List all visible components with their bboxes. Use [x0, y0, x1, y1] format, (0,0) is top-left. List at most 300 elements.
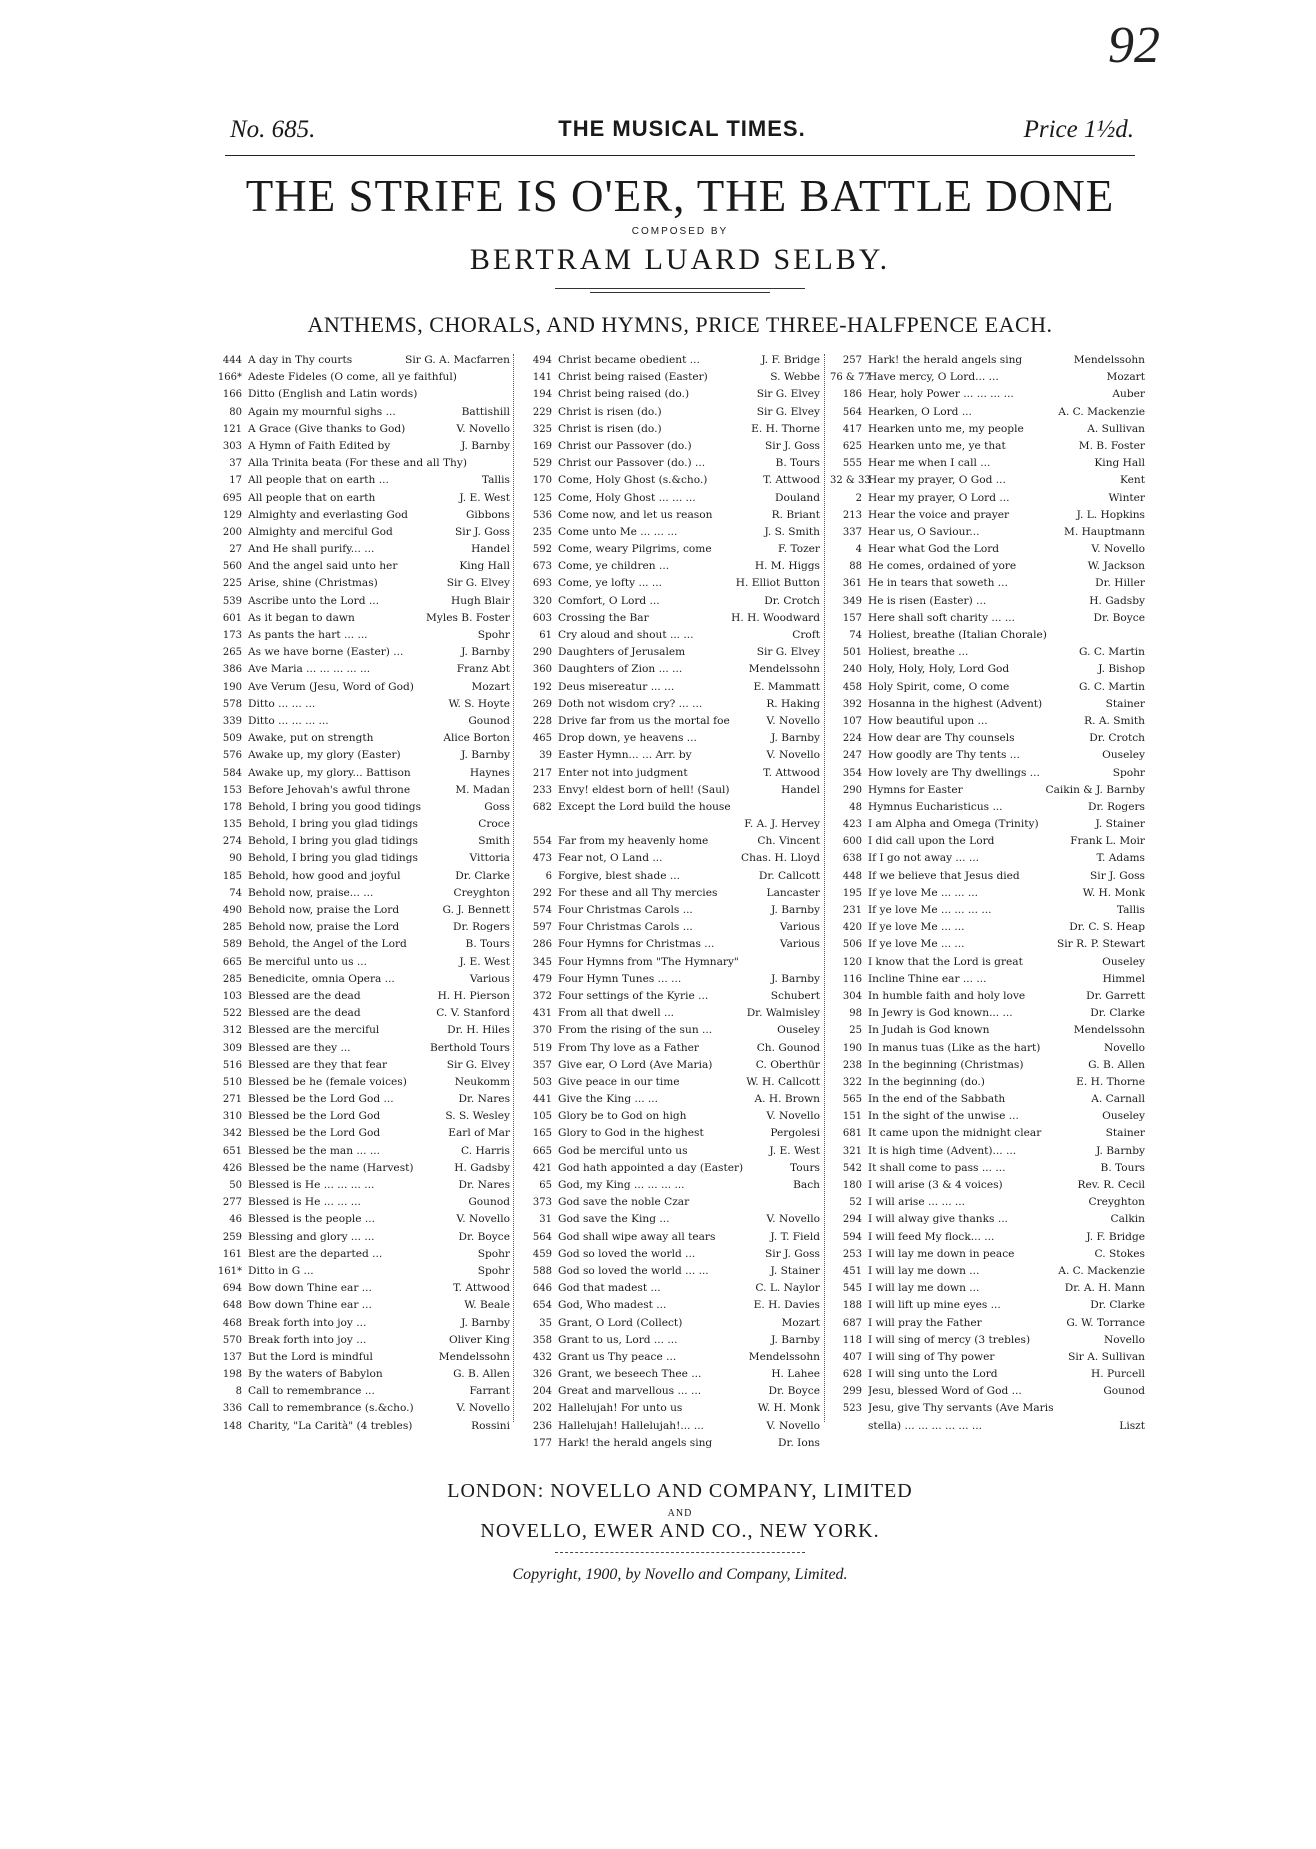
- masthead: [230, 116, 1134, 156]
- entry-number: 421: [532, 1162, 552, 1174]
- entry-number: 292: [532, 887, 552, 899]
- entry-composer: Sir J. Goss: [1090, 869, 1145, 882]
- entry-composer: J. E. West: [769, 1144, 820, 1157]
- entry-number: 198: [222, 1369, 242, 1381]
- entry-composer: A. H. Brown: [754, 1093, 820, 1106]
- entry-title: Awake up, my glory (Easter): [248, 749, 401, 762]
- entry-number: 25: [849, 1025, 862, 1037]
- entry-composer: Ch. Vincent: [757, 835, 820, 848]
- catalogue-entry: [830, 610, 1145, 627]
- entry-composer: Myles B. Foster: [426, 611, 510, 624]
- catalogue-entry: [520, 799, 820, 816]
- entry-composer: Dr. Garrett: [1086, 989, 1145, 1002]
- entry-number: 361: [842, 578, 862, 590]
- entry-composer: E. Mammatt: [753, 680, 820, 693]
- piece-title: THE STRIFE IS O'ER, THE BATTLE DONE: [245, 171, 1115, 221]
- entry-title: Easter Hymn... ... Arr. by: [558, 749, 692, 762]
- entry-title: Far from my heavenly home: [558, 835, 709, 848]
- catalogue-entry: [210, 472, 510, 489]
- entry-composer: E. H. Thorne: [751, 422, 820, 435]
- entry-composer: Himmel: [1102, 972, 1145, 985]
- entry-composer: G. C. Martin: [1079, 646, 1145, 659]
- entry-composer: Ouseley: [1102, 955, 1145, 968]
- catalogue-entry: [830, 421, 1145, 438]
- entry-number: 600: [842, 836, 862, 848]
- entry-number: 597: [532, 922, 552, 934]
- entry-number: 173: [222, 630, 242, 641]
- entry-composer: Tallis: [481, 474, 510, 487]
- entry-title: How lovely are Thy dwellings ...: [868, 766, 1040, 779]
- catalogue-entry: [520, 507, 820, 524]
- catalogue-entry: [520, 541, 820, 558]
- entry-number: 589: [222, 939, 242, 951]
- entry-number: 224: [842, 733, 862, 745]
- entry-composer: Smith: [478, 835, 510, 848]
- entry-title: Be merciful unto us ...: [248, 955, 367, 968]
- entry-title: I will alway give thanks ...: [868, 1213, 1008, 1226]
- page-number: 92: [1108, 17, 1160, 74]
- catalogue-entry: [210, 1108, 510, 1125]
- entry-number: 48: [849, 801, 862, 813]
- catalogue-entry: [520, 696, 820, 713]
- entry-composer: M. Hauptmann: [1063, 525, 1145, 538]
- entry-title: Hearken, O Lord ...: [868, 405, 972, 418]
- entry-number: 277: [222, 1197, 242, 1209]
- entry-title: Incline Thine ear ... ...: [868, 972, 987, 985]
- catalogue-entry: [830, 1383, 1145, 1400]
- entry-composer: Liszt: [1119, 1419, 1145, 1432]
- entry-title: Holiest, breathe ...: [868, 646, 969, 659]
- catalogue-entry: [520, 713, 820, 730]
- entry-title: In manus tuas (Like as the hart): [868, 1041, 1041, 1054]
- catalogue-entry: [520, 575, 820, 592]
- catalogue-entry: [830, 1074, 1145, 1091]
- entry-number: 665: [532, 1145, 552, 1157]
- entry-composer: Oliver King: [448, 1333, 510, 1346]
- catalogue-entry: [210, 610, 510, 627]
- entry-composer: C. Stokes: [1094, 1247, 1145, 1260]
- catalogue-entry: [830, 386, 1145, 403]
- catalogue-entry: [520, 1315, 820, 1332]
- entry-composer: C. Oberthür: [755, 1058, 820, 1071]
- entry-number: 673: [532, 561, 552, 573]
- entry-composer: A. C. Mackenzie: [1058, 1264, 1145, 1277]
- entry-title: As pants the hart ... ...: [248, 629, 368, 641]
- catalogue-entry: [520, 1246, 820, 1263]
- catalogue-entry: [210, 988, 510, 1005]
- entry-title: I will sing of Thy power: [868, 1350, 995, 1363]
- entry-composer: J. Bishop: [1098, 663, 1145, 676]
- entry-title: Again my mournful sighs ...: [248, 405, 396, 418]
- entry-composer: F. A. J. Hervey: [744, 818, 820, 831]
- ornament-rule: [590, 292, 770, 293]
- entry-composer: King Hall: [1094, 457, 1145, 470]
- entry-composer: J. Barnby: [461, 1316, 510, 1329]
- entry-composer: Gounod: [468, 714, 510, 727]
- catalogue-entry: [210, 1315, 510, 1332]
- entry-number: 417: [842, 423, 862, 435]
- entry-number: 465: [532, 733, 552, 745]
- entry-number: 603: [532, 612, 552, 624]
- entry-title: He in tears that soweth ...: [868, 577, 1008, 590]
- entry-title: A day in Thy courts: [248, 354, 353, 366]
- entry-number: 451: [842, 1265, 862, 1277]
- entry-composer: J. Barnby: [771, 904, 820, 916]
- ornament-rule: [555, 288, 805, 289]
- entry-number: 584: [222, 767, 242, 779]
- entry-number: 180: [842, 1180, 862, 1191]
- entry-composer: T. Adams: [1096, 852, 1145, 865]
- entry-title: Ascribe unto the Lord ...: [248, 594, 379, 607]
- entry-title: Glory to God in the highest: [558, 1127, 704, 1140]
- catalogue-entry: [830, 765, 1145, 782]
- entry-composer: Dr. Hiller: [1095, 577, 1145, 590]
- entry-title: Behold, I bring you glad tidings: [248, 818, 418, 831]
- entry-title: I am Alpha and Omega (Trinity): [868, 818, 1039, 831]
- entry-number: 565: [842, 1094, 862, 1106]
- entry-number: 459: [532, 1248, 552, 1260]
- catalogue-entry: [830, 782, 1145, 799]
- entry-title: Behold now, praise the Lord: [248, 921, 400, 934]
- entry-number: 320: [532, 595, 552, 607]
- entry-number: 8: [235, 1386, 242, 1398]
- entry-title: Hear, holy Power ... ... ... ...: [868, 388, 1014, 401]
- entry-composer: Mozart: [781, 1316, 820, 1329]
- catalogue-entry: [520, 386, 820, 403]
- catalogue-entry: [210, 541, 510, 558]
- entry-number: 286: [532, 939, 552, 951]
- catalogue-entry: [210, 868, 510, 885]
- entry-title: Great and marvellous ... ...: [558, 1385, 702, 1398]
- catalogue-entry: [210, 1143, 510, 1160]
- entry-number: 80: [229, 406, 242, 418]
- catalogue-entry: [520, 850, 820, 867]
- publisher-line: LONDON: NOVELLO AND COMPANY, LIMITED: [447, 1480, 913, 1502]
- catalogue-entry: [520, 765, 820, 782]
- entry-composer: A. C. Mackenzie: [1058, 405, 1145, 418]
- catalogue-entry: [210, 1297, 510, 1314]
- entry-composer: C. V. Stanford: [436, 1007, 510, 1020]
- entry-number: 294: [842, 1214, 862, 1226]
- entry-composer: Frank L. Moir: [1070, 835, 1145, 848]
- entry-title: And He shall purify... ...: [248, 543, 375, 556]
- entry-composer: Creyghton: [1088, 1196, 1145, 1209]
- entry-composer: Ouseley: [1102, 1110, 1145, 1123]
- entry-title: But the Lord is mindful: [248, 1350, 373, 1363]
- catalogue-entry: [520, 1280, 820, 1297]
- entry-composer: M. B. Foster: [1078, 439, 1145, 452]
- entry-title: Ditto (English and Latin words): [248, 388, 418, 401]
- entry-number: 253: [842, 1248, 862, 1260]
- entry-composer: Dr. Callcott: [758, 869, 820, 882]
- entry-title: Cry aloud and shout ... ...: [558, 629, 694, 641]
- entry-composer: Lancaster: [766, 886, 820, 899]
- entry-title: Blessed are they that fear: [248, 1058, 388, 1071]
- catalogue-entry: [830, 472, 1145, 489]
- paper-title: THE MUSICAL TIMES.: [558, 116, 806, 141]
- entry-number: 35: [539, 1317, 552, 1329]
- catalogue-entry: [520, 421, 820, 438]
- entry-composer: H. H. Pierson: [437, 989, 510, 1002]
- catalogue-entry: [210, 507, 510, 524]
- entry-composer: Ouseley: [1102, 749, 1145, 762]
- catalogue-entry: [210, 1005, 510, 1022]
- entry-number: 322: [842, 1076, 862, 1088]
- entry-title: God hath appointed a day (Easter): [558, 1161, 744, 1174]
- entry-title: God that madest ...: [558, 1282, 661, 1295]
- entry-number: 651: [222, 1145, 242, 1157]
- entry-composer: W. Jackson: [1087, 560, 1145, 573]
- entry-number: 161*: [217, 1265, 242, 1277]
- entry-number: 98: [849, 1008, 862, 1020]
- entry-number: 529: [532, 458, 552, 470]
- entry-number: 137: [222, 1351, 242, 1363]
- entry-number: 238: [842, 1059, 862, 1071]
- entry-number: 169: [532, 440, 552, 452]
- catalogue-entry: [210, 1125, 510, 1142]
- entry-number: 116: [842, 973, 862, 985]
- entry-title: Blessed is He ... ... ...: [248, 1196, 361, 1209]
- entry-number: 458: [842, 681, 862, 693]
- catalogue-entry: [210, 455, 510, 472]
- issue-number: No. 685.: [230, 116, 316, 143]
- catalogue-entry: [520, 1349, 820, 1366]
- catalogue-entry: [210, 1194, 510, 1211]
- catalogue-entry: [830, 730, 1145, 747]
- entry-composer: H. Lahee: [771, 1368, 820, 1381]
- catalogue-entry: [830, 1332, 1145, 1349]
- entry-title: God be merciful unto us: [558, 1144, 688, 1157]
- entry-composer: Auber: [1112, 388, 1145, 401]
- entry-title: Christ our Passover (do.) ...: [558, 457, 706, 470]
- entry-composer: F. Tozer: [778, 543, 820, 556]
- entry-composer: Tours: [790, 1161, 820, 1174]
- entry-title: Blessed are they ...: [248, 1041, 351, 1054]
- catalogue-entry: [830, 850, 1145, 867]
- catalogue-entry: [520, 644, 820, 661]
- entry-title: I will lay me down in peace: [868, 1247, 1015, 1260]
- catalogue-entry: [830, 490, 1145, 507]
- entry-number: 177: [532, 1437, 552, 1449]
- catalogue-entry: [520, 1074, 820, 1091]
- entry-number: 682: [532, 801, 552, 813]
- entry-title: Hearken unto me, my people: [868, 422, 1024, 435]
- entry-composer: A. Carnall: [1091, 1093, 1145, 1106]
- entry-title: Break forth into joy ...: [248, 1333, 367, 1346]
- entry-title: Benedicite, omnia Opera ...: [248, 972, 395, 985]
- entry-number: 65: [539, 1180, 552, 1191]
- catalogue-column-1: [210, 352, 510, 1435]
- catalogue-entry: [830, 661, 1145, 678]
- entry-title: Blessed be the Lord God ...: [248, 1093, 394, 1106]
- entry-composer: Rev. R. Cecil: [1077, 1179, 1145, 1191]
- catalogue-entry: [520, 661, 820, 678]
- catalogue-entry: [210, 1229, 510, 1246]
- entry-number: 574: [532, 905, 552, 916]
- entry-title: It shall come to pass ... ...: [868, 1161, 1006, 1174]
- catalogue-entry: [520, 352, 820, 369]
- catalogue-entry: [830, 1315, 1145, 1332]
- entry-title: Ditto ... ... ... ...: [248, 714, 329, 727]
- entry-number: 195: [842, 887, 862, 899]
- entry-composer: H. Gadsby: [454, 1161, 510, 1174]
- entry-number: 312: [222, 1025, 242, 1037]
- catalogue-entry: [830, 1229, 1145, 1246]
- catalogue-entry: [210, 799, 510, 816]
- entry-title: In the end of the Sabbath: [868, 1093, 1006, 1106]
- entry-composer: Dr. Boyce: [458, 1230, 510, 1243]
- entry-title: Blessing and glory ... ...: [248, 1230, 375, 1243]
- publisher-and: AND: [667, 1508, 693, 1519]
- entry-number: 6: [545, 870, 552, 882]
- column-divider: [824, 354, 825, 1422]
- catalogue-entry: [830, 1040, 1145, 1057]
- entry-title: In Judah is God known: [868, 1024, 990, 1037]
- entry-number: 564: [842, 406, 862, 418]
- catalogue-entry: [520, 1194, 820, 1211]
- entry-composer: V. Novello: [766, 749, 820, 762]
- footer-rule: [555, 1552, 805, 1553]
- entry-title: In the beginning (do.): [868, 1075, 985, 1088]
- entry-composer: Alice Borton: [443, 732, 510, 745]
- entry-composer: W. H. Callcott: [746, 1075, 820, 1088]
- entry-number: 269: [532, 698, 552, 710]
- catalogue-entry: [520, 919, 820, 936]
- entry-number: 407: [842, 1351, 862, 1363]
- entry-composer: Dr. C. S. Heap: [1069, 921, 1145, 934]
- entry-number: 192: [532, 681, 552, 693]
- entry-title: God, my King ... ... ... ...: [558, 1179, 685, 1191]
- entry-title: Hearken unto me, ye that: [868, 439, 1006, 452]
- entry-composer: J. Stainer: [1095, 818, 1145, 831]
- entry-title: Behold now, praise... ...: [248, 886, 374, 899]
- entry-number: 76 & 77: [830, 372, 871, 384]
- entry-number: 17: [229, 475, 242, 487]
- entry-composer: S. S. Wesley: [445, 1110, 510, 1123]
- entry-composer: G. C. Martin: [1079, 680, 1145, 693]
- entry-number: 564: [532, 1231, 552, 1243]
- entry-composer: J. Barnby: [461, 749, 510, 762]
- entry-composer: Spohr: [1112, 766, 1145, 779]
- catalogue-entry: [210, 369, 510, 386]
- entry-title: Ditto ... ... ...: [248, 697, 316, 710]
- entry-composer: Gounod: [468, 1196, 510, 1209]
- catalogue-entry: [830, 1349, 1145, 1366]
- entry-number: 240: [842, 664, 862, 676]
- catalogue-entry: [830, 1246, 1145, 1263]
- entry-title: Jesu, give Thy servants (Ave Maris: [868, 1402, 1054, 1415]
- entry-number: 120: [842, 956, 862, 968]
- catalogue-entry: [830, 833, 1145, 850]
- entry-composer: Bach: [793, 1179, 820, 1191]
- entry-title: Break forth into joy ...: [248, 1316, 367, 1329]
- entry-title: Four Christmas Carols ...: [558, 921, 693, 934]
- entry-title: Four Hymns from "The Hymnary": [558, 955, 739, 968]
- entry-number: 148: [222, 1420, 242, 1432]
- entry-composer: Dr. Crotch: [764, 594, 820, 607]
- entry-composer: Dr. Crotch: [1089, 732, 1145, 745]
- catalogue-entry: [830, 455, 1145, 472]
- entry-composer: E. H. Davies: [753, 1299, 820, 1312]
- entry-composer: Handel: [471, 543, 510, 556]
- entry-composer: A. Sullivan: [1087, 422, 1145, 435]
- entry-number: 257: [842, 355, 862, 366]
- entry-title: Hallelujah! Hallelujah!... ...: [558, 1419, 704, 1432]
- entry-number: 202: [532, 1403, 552, 1415]
- catalogue-entry: [520, 1108, 820, 1125]
- catalogue-entry: [830, 902, 1145, 919]
- entry-title: It is high time (Advent)... ...: [868, 1144, 1017, 1157]
- entry-title: Hymnus Eucharisticus ...: [868, 800, 1003, 813]
- catalogue-entry: [210, 1057, 510, 1074]
- entry-number: 185: [222, 870, 242, 882]
- entry-number: 310: [222, 1111, 242, 1123]
- entry-number: 693: [532, 578, 552, 590]
- catalogue-entry: [210, 1280, 510, 1297]
- entry-title: Blessed be the Lord God: [248, 1110, 381, 1123]
- entry-number: 135: [222, 819, 242, 831]
- entry-composer: Sir G. Elvey: [756, 405, 820, 418]
- entry-number: 31: [539, 1214, 552, 1226]
- catalogue-entry: [210, 885, 510, 902]
- entry-title: Hallelujah! For unto us: [558, 1402, 683, 1415]
- entry-composer: Winter: [1108, 491, 1145, 504]
- entry-number: 426: [222, 1162, 242, 1174]
- entry-title: Drive far from us the mortal foe: [558, 714, 730, 727]
- entry-title: Hymns for Easter: [868, 783, 963, 796]
- entry-number: 186: [842, 389, 862, 401]
- entry-composer: Earl of Mar: [448, 1127, 510, 1140]
- entry-number: 501: [842, 647, 862, 659]
- entry-title: Have mercy, O Lord... ...: [868, 371, 999, 384]
- entry-number: 494: [532, 355, 552, 366]
- entry-number: 265: [222, 647, 242, 659]
- entry-composer: Ouseley: [777, 1024, 820, 1037]
- entry-number: 204: [532, 1386, 552, 1398]
- catalogue-entry: [830, 1125, 1145, 1142]
- catalogue-entry: [210, 902, 510, 919]
- copyright-notice: Copyright, 1900, by Novello and Company, Limited.: [512, 1566, 848, 1583]
- entry-title: Call to remembrance (s.&cho.): [248, 1402, 414, 1415]
- entry-title: Blessed be the name (Harvest): [248, 1161, 414, 1174]
- catalogue-entry: [210, 1177, 510, 1194]
- entry-composer: V. Novello: [766, 714, 820, 727]
- entry-composer: W. H. Monk: [757, 1402, 820, 1415]
- entry-number: 638: [842, 853, 862, 865]
- entry-title: Blessed be the Lord God: [248, 1127, 381, 1140]
- entry-number: 161: [222, 1248, 242, 1260]
- catalogue-entry: [520, 1418, 820, 1435]
- entry-title: God shall wipe away all tears: [558, 1230, 716, 1243]
- entry-title: Christ being raised (Easter): [558, 371, 708, 384]
- entry-title: Adeste Fideles (O come, all ye faithful): [248, 371, 457, 384]
- entry-number: 594: [842, 1231, 862, 1243]
- entry-title: Behold now, praise the Lord: [248, 904, 400, 916]
- catalogue-entry: [520, 1332, 820, 1349]
- catalogue-entry: [520, 1435, 820, 1452]
- entry-title: Blessed are the merciful: [248, 1024, 380, 1037]
- entry-composer: Mendelssohn: [748, 1350, 820, 1363]
- entry-title: Bow down Thine ear ...: [248, 1282, 372, 1295]
- composed-by-label: COMPOSED BY: [631, 226, 729, 237]
- entry-title: Hark! the herald angels sing: [868, 354, 1023, 366]
- entry-number: 107: [842, 715, 862, 727]
- entry-title: God so loved the world ...: [558, 1247, 696, 1260]
- catalogue-entry: [210, 1332, 510, 1349]
- entry-composer: V. Novello: [456, 1402, 510, 1415]
- entry-number: 392: [842, 698, 862, 710]
- entry-title: If ye love Me ... ...: [868, 938, 965, 951]
